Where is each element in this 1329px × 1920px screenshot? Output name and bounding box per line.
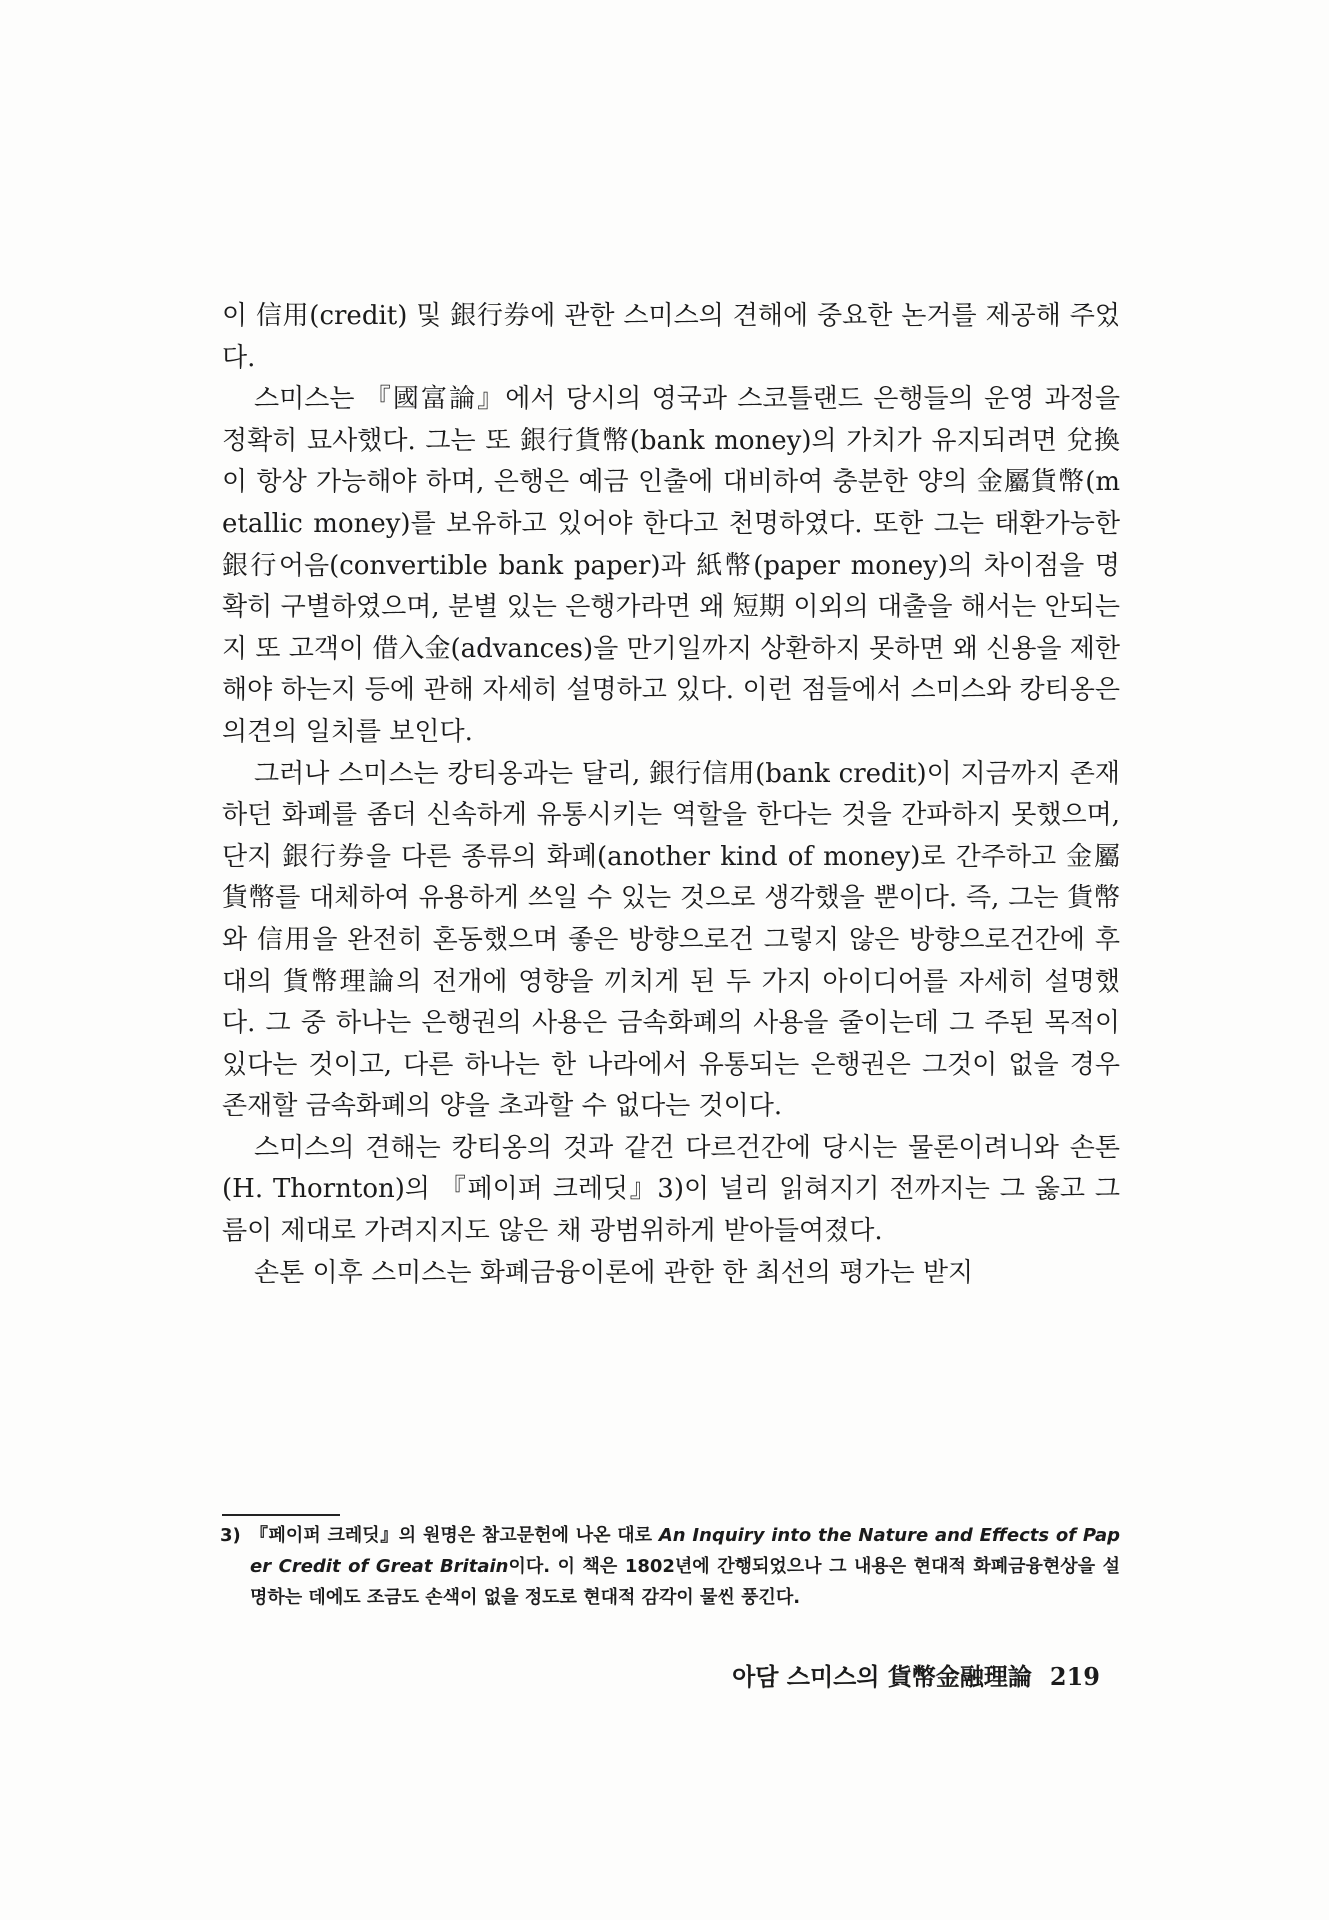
footnote-text-before: 『페이퍼 크레딧』의 원명은 참고문헌에 나온 대로 (250, 1525, 659, 1546)
footnote-book-title: An Inquiry into the Nature and Effects of Paper Credit of Great Britain (250, 1525, 1120, 1577)
body-text (222, 296, 1120, 1294)
footnote (220, 1520, 1121, 1613)
paragraph-5: 손톤 이후 스미스는 화폐금융이론에 관한 한 최선의 평가는 받지 (254, 1257, 974, 1288)
running-footer-title: 아담 스미스의 貨幣金融理論 (732, 1662, 1032, 1691)
paragraph-1: 이 信用(credit) 및 銀行券에 관한 스미스의 견해에 중요한 논거를 제공해 주었다. (222, 301, 1120, 373)
paragraph-2: 스미스는 『國富論』에서 당시의 영국과 스코틀랜드 은행들의 운영 과정을 정확히 묘사했다. 그는 또 銀行貨幣(bank money)의 가치가 유지되려면 兌換이 항상 가능해야 하며, 은행은 예금 인출에 대비하여 충분한 양의 金屬貨幣(metallic money)를 보유하고 있어야 한다고 천명하였다. 또한 그는 태환가능한 銀行어음(convertible bank paper)과 紙幣(paper money)의 차이점을 명확히 구별하였으며, 분별 있는 은행가라면 왜 短期 이외의 대출을 해서는 안되는지 또 고객이 借入金(advances)을 만기일까지 상환하지 못하면 왜 신용을 제한해야 하는지 등에 관해 자세히 설명하고 있다. 이런 점들에서 스미스와 캉티옹은 의견의 일치를 보인다. (222, 384, 1120, 747)
paragraph-4: 스미스의 견해는 캉티옹의 것과 같건 다르건간에 당시는 물론이려니와 손톤(H. Thornton)의 『페이퍼 크레딧』3)이 널리 읽혀지기 전까지는 그 옳고 그름이 제대로 가려지지도 않은 채 광범위하게 받아들여졌다. (222, 1132, 1120, 1247)
page-number: 219 (1049, 1662, 1100, 1691)
paragraph-3: 그러나 스미스는 캉티옹과는 달리, 銀行信用(bank credit)이 지금까지 존재하던 화폐를 좀더 신속하게 유통시키는 역할을 한다는 것을 간파하지 못했으며, 단지 銀行券을 다른 종류의 화폐(another kind of money)로 간주하고 金屬貨幣를 대체하여 유용하게 쓰일 수 있는 것으로 생각했을 뿐이다. 즉, 그는 貨幣와 信用을 완전히 혼동했으며 좋은 방향으로건 그렇지 않은 방향으로건간에 후대의 貨幣理論의 전개에 영향을 끼치게 된 두 가지 아이디어를 자세히 설명했다. 그 중 하나는 은행권의 사용은 금속화폐의 사용을 줄이는데 그 주된 목적이 있다는 것이고, 다른 하나는 한 나라에서 유통되는 은행권은 그것이 없을 경우 존재할 금속화폐의 양을 초과할 수 없다는 것이다. (222, 758, 1120, 1122)
footnote-separator (222, 1514, 340, 1516)
footnote-number: 3) (220, 1525, 241, 1546)
footnote-text-after: 이다. 이 책은 1802년에 간행되었으나 그 내용은 현대적 화폐금융현상을 설명하는 데에도 조금도 손색이 없을 정도로 현대적 감각이 물씬 풍긴다. (250, 1556, 1121, 1608)
running-footer (680, 1657, 1100, 1692)
